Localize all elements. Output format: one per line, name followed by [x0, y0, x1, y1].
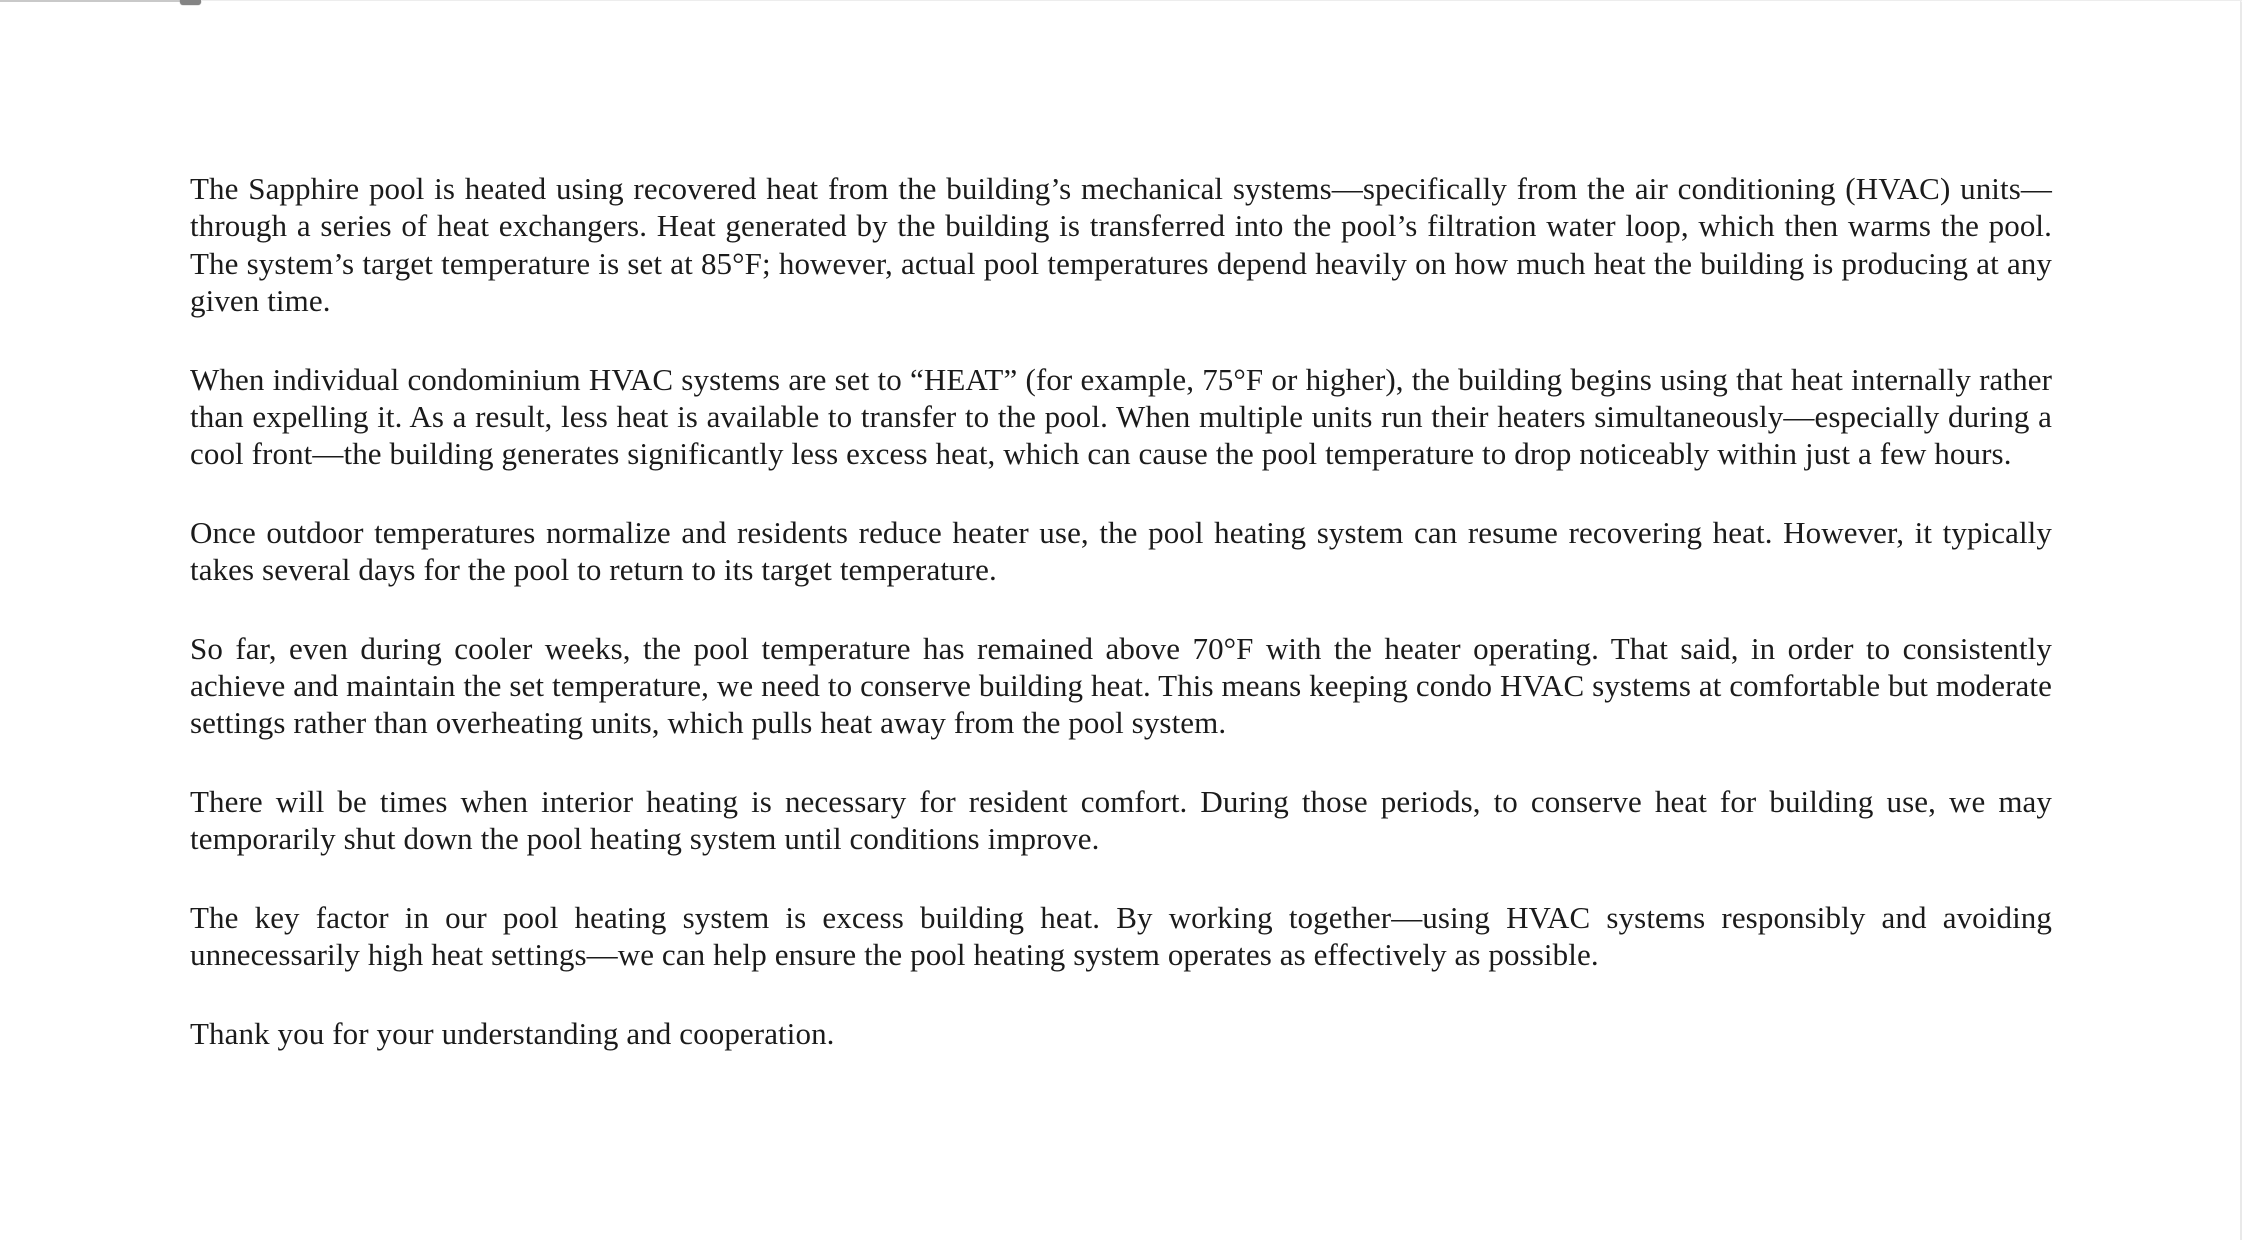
- paragraph-key-factor: The key factor in our pool heating system is excess building heat. By working together—using HVAC systems responsibly and avoiding unnecessarily high heat settings—we can help ensure the pool heating system operates as effectively as possible.: [190, 899, 2052, 973]
- paragraph-current-performance: So far, even during cooler weeks, the pool temperature has remained above 70°F with the heater operating. That said, in order to consistently achieve and maintain the set temperature, we need to conserve building heat. This means keeping condo HVAC systems at comfortable but moderate settings rather than overheating units, which pulls heat away from the pool system.: [190, 630, 2052, 741]
- paragraph-pool-heating-overview: The Sapphire pool is heated using recovered heat from the building’s mechanical systems—specifically from the air conditioning (HVAC) units—through a series of heat exchangers. Heat generated by the building is transferred into the pool’s filtration water loop, which then warms the pool. The system’s target temperature is set at 85°F; however, actual pool temperatures depend heavily on how much heat the building is producing at any given time.: [190, 171, 2052, 319]
- paragraph-temporary-shutdown: There will be times when interior heating is necessary for resident comfort. During those periods, to conserve heat for building use, we may temporarily shut down the pool heating system until conditions improve.: [190, 783, 2052, 857]
- paragraph-thank-you: Thank you for your understanding and cooperation.: [190, 1015, 835, 1051]
- paragraph-temperature-recovery: Once outdoor temperatures normalize and residents reduce heater use, the pool heating system can resume recovering heat. However, it typically takes several days for the pool to return to its target temperature.: [190, 514, 2052, 588]
- paragraph-hvac-heat-mode: When individual condominium HVAC systems are set to “HEAT” (for example, 75°F or higher), the building begins using that heat internally rather than expelling it. As a result, less heat is available to transfer to the pool. When multiple units run their heaters simultaneously—especially during a cool front—the building generates significantly less excess heat, which can cause the pool temperature to drop noticeably within just a few hours.: [190, 361, 2052, 472]
